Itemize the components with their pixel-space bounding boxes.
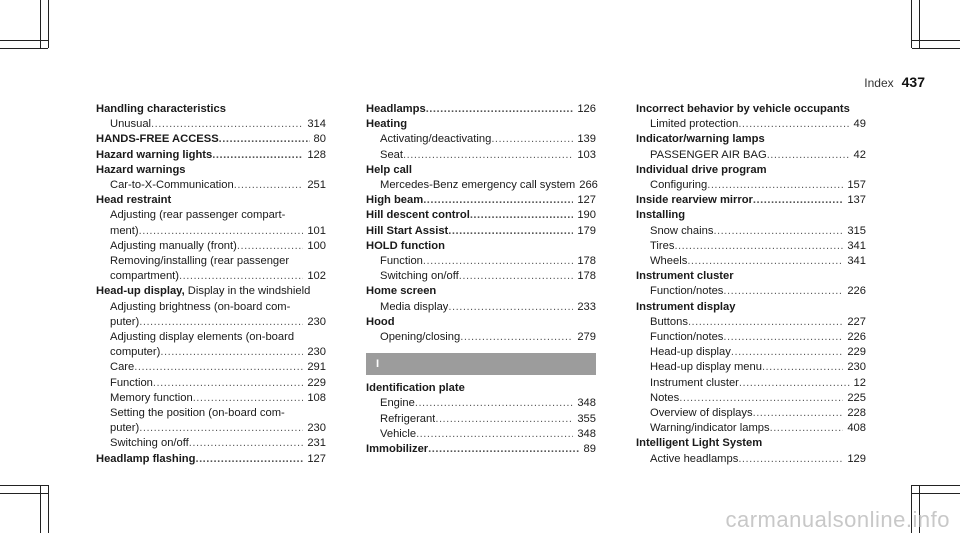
index-heading[interactable]	[636, 102, 866, 117]
leader-dots	[738, 452, 843, 467]
subentry-label: Configuring	[650, 179, 708, 192]
page-ref[interactable]: 229	[307, 376, 326, 389]
leader-dots	[139, 421, 303, 436]
page-ref[interactable]: 408	[847, 422, 866, 435]
crop-mark	[919, 0, 920, 48]
leader-dots	[139, 315, 303, 330]
subentry-label: Limited protection	[650, 118, 739, 131]
page-ref[interactable]: 126	[577, 103, 596, 115]
index-heading[interactable]	[366, 315, 596, 330]
subentry-label: Switching on/off	[110, 437, 189, 450]
page-ref[interactable]: 227	[847, 315, 866, 328]
page-ref[interactable]: 42	[853, 148, 866, 161]
index-subentry[interactable]	[96, 436, 326, 451]
index-subentry[interactable]	[636, 406, 866, 421]
page-ref[interactable]: 225	[847, 391, 866, 404]
index-subentry[interactable]	[96, 376, 326, 391]
page-ref[interactable]: 139	[577, 133, 596, 146]
index-heading[interactable]	[636, 208, 866, 223]
leader-dots	[423, 254, 573, 269]
subentry-label: Mercedes-Benz emergency call system	[380, 179, 576, 192]
leader-dots	[153, 376, 303, 391]
subentry-label: Care	[110, 361, 135, 374]
index-subentry[interactable]	[636, 148, 866, 163]
page-ref[interactable]: 178	[577, 255, 596, 268]
page-ref[interactable]: 233	[577, 300, 596, 313]
index-heading[interactable]	[636, 132, 866, 147]
leader-dots	[179, 269, 303, 284]
index-subentry[interactable]	[636, 421, 866, 436]
page-number: 437	[901, 74, 925, 90]
leader-dots	[237, 239, 303, 254]
subentry-label: compartment)	[110, 270, 180, 283]
page-ref[interactable]: 228	[847, 407, 866, 420]
page-ref[interactable]: 230	[847, 361, 866, 374]
subentry-label: Overview of displays	[650, 407, 753, 420]
heading-label: Indicator/warning lamps	[636, 133, 765, 146]
subentry-line: Removing/installing (rear passenger	[110, 255, 290, 268]
index-subentry[interactable]	[636, 178, 866, 193]
index-heading[interactable]	[366, 381, 596, 396]
index-subentry[interactable]	[366, 396, 596, 411]
index-subentry[interactable]	[636, 360, 866, 375]
page-ref[interactable]: 315	[847, 224, 866, 237]
index-heading[interactable]	[366, 442, 596, 457]
page-ref[interactable]: 178	[577, 270, 596, 283]
index-subentry[interactable]	[96, 391, 326, 406]
heading-label: Help call	[366, 163, 413, 176]
index-heading[interactable]	[96, 102, 326, 117]
subentry-label: Adjusting manually (front)	[110, 239, 237, 252]
heading-label: Instrument cluster	[636, 270, 734, 283]
heading-label: Installing	[636, 209, 686, 222]
index-subentry[interactable]	[636, 345, 866, 360]
index-heading[interactable]	[96, 193, 326, 208]
index-subentry[interactable]	[636, 117, 866, 132]
index-subentry[interactable]	[96, 315, 326, 330]
subentry-label: Notes	[650, 391, 680, 404]
heading-label: Individual drive program	[636, 163, 767, 176]
leader-dots	[189, 436, 304, 451]
page-ref[interactable]: 127	[577, 194, 596, 207]
index-subentry[interactable]	[96, 178, 326, 193]
subentry-label: Head-up display	[650, 346, 731, 359]
leader-dots	[134, 360, 303, 375]
subentry-label: Vehicle	[380, 427, 417, 440]
crop-mark	[48, 0, 49, 48]
heading-label: Incorrect behavior by vehicle occupants	[636, 103, 850, 115]
leader-dots	[723, 330, 843, 345]
index-heading[interactable]	[636, 163, 866, 178]
leader-dots	[753, 193, 843, 208]
page-ref[interactable]: 89	[583, 443, 596, 456]
subentry-label: Buttons	[650, 315, 688, 328]
subentry-label: puter)	[110, 422, 140, 435]
leader-dots	[679, 391, 843, 406]
leader-dots	[160, 345, 303, 360]
subentry-label: Function	[110, 376, 153, 389]
leader-dots	[193, 391, 304, 406]
subentry-label: ment)	[110, 224, 139, 237]
page-ref[interactable]: 127	[307, 452, 326, 465]
crop-mark	[0, 493, 48, 494]
subentry-label: Tires	[650, 239, 675, 252]
page-ref[interactable]: 129	[847, 452, 866, 465]
leader-dots	[195, 452, 303, 467]
page-ref[interactable]: 12	[853, 376, 866, 389]
subentry-label: Opening/closing	[380, 331, 461, 344]
index-subentry[interactable]	[636, 315, 866, 330]
leader-dots	[139, 224, 304, 239]
index-heading[interactable]	[366, 163, 596, 178]
index-heading[interactable]	[366, 239, 596, 254]
leader-dots	[428, 442, 579, 457]
subentry-label: Head-up display menu	[650, 361, 762, 374]
index-column-3	[636, 102, 866, 467]
leader-dots	[770, 421, 844, 436]
leader-dots	[435, 412, 573, 427]
index-heading[interactable]	[366, 102, 596, 117]
subentry-label: Active headlamps	[650, 452, 739, 465]
index-subentry[interactable]	[366, 300, 596, 315]
leader-dots	[459, 269, 574, 284]
heading-label: HANDS-FREE ACCESS	[96, 133, 219, 146]
page-ref[interactable]: 229	[847, 346, 866, 359]
leader-dots	[448, 300, 573, 315]
leader-dots	[688, 315, 843, 330]
index-subentry[interactable]	[636, 452, 866, 467]
index-subentry[interactable]	[366, 132, 596, 147]
page-ref[interactable]: 190	[577, 209, 596, 222]
subentry-label: Memory function	[110, 391, 193, 404]
page-ref[interactable]: 341	[847, 255, 866, 268]
heading-label: Hill descent control	[366, 209, 470, 222]
heading-label: Handling characteristics	[96, 103, 226, 115]
index-heading[interactable]	[366, 117, 596, 132]
page-ref[interactable]: 100	[307, 239, 326, 252]
heading-label: Instrument display	[636, 300, 736, 313]
heading-note: Display in the windshield	[184, 285, 311, 298]
index-subentry[interactable]	[366, 148, 596, 163]
leader-dots	[731, 345, 843, 360]
page-ref[interactable]: 49	[853, 118, 866, 131]
index-heading[interactable]	[96, 163, 326, 178]
leader-dots	[674, 239, 843, 254]
leader-dots	[403, 148, 573, 163]
leader-dots	[753, 406, 844, 421]
index-heading[interactable]	[366, 208, 596, 223]
page-ref[interactable]: 128	[307, 148, 326, 161]
index-subentry[interactable]	[366, 330, 596, 345]
page-ref[interactable]: 103	[577, 148, 596, 161]
leader-dots	[723, 284, 843, 299]
heading-label: High beam	[366, 194, 424, 207]
section-letter: I	[366, 353, 596, 375]
page-ref[interactable]: 230	[307, 346, 326, 359]
index-subentry[interactable]	[96, 345, 326, 360]
leader-dots	[460, 330, 573, 345]
leader-dots	[491, 132, 573, 147]
heading-label: Headlamp flashing	[96, 452, 196, 465]
index-column-1	[96, 102, 326, 467]
subentry-label: Function/notes	[650, 331, 724, 344]
subentry-label: Refrigerant	[380, 412, 436, 425]
leader-dots	[151, 117, 303, 132]
page-ref[interactable]: 291	[307, 361, 326, 374]
leader-dots	[767, 148, 850, 163]
heading-label: Head-up display,	[96, 285, 185, 298]
index-column-2	[366, 102, 596, 457]
crop-mark	[40, 0, 41, 48]
index-subentry[interactable]	[636, 254, 866, 269]
subentry-label: Snow chains	[650, 224, 714, 237]
leader-dots	[416, 427, 573, 442]
page-ref[interactable]: 231	[307, 437, 326, 450]
heading-label: Hood	[366, 315, 395, 328]
subentry-label: puter)	[110, 315, 140, 328]
index-heading[interactable]	[96, 284, 326, 299]
index-subentry[interactable]	[96, 239, 326, 254]
crop-mark	[912, 48, 960, 49]
page-ref[interactable]: 80	[313, 133, 326, 146]
page-ref[interactable]: 226	[847, 285, 866, 298]
page-ref[interactable]: 230	[307, 315, 326, 328]
subentry-label: Seat	[380, 148, 404, 161]
subentry-label: Warning/indicator lamps	[650, 422, 770, 435]
crop-mark	[0, 48, 48, 49]
leader-dots	[470, 208, 574, 223]
page-ref[interactable]: 341	[847, 239, 866, 252]
subentry-label: Instrument cluster	[650, 376, 739, 389]
index-heading[interactable]	[636, 193, 866, 208]
leader-dots	[212, 148, 303, 163]
heading-label: Inside rearview mirror	[636, 194, 753, 207]
subentry-label: Media display	[380, 300, 449, 313]
leader-dots	[219, 132, 310, 147]
subentry-label: Wheels	[650, 255, 688, 268]
section-title: Index	[864, 76, 894, 90]
index-subentry[interactable]	[96, 117, 326, 132]
heading-label: Head restraint	[96, 194, 172, 207]
subentry-label: Activating/deactivating	[380, 133, 492, 146]
page-ref[interactable]: 251	[307, 179, 326, 192]
index-subentry[interactable]	[96, 224, 326, 239]
page-ref[interactable]: 266	[579, 179, 598, 192]
index-subentry[interactable]	[96, 421, 326, 436]
index-subentry[interactable]	[636, 284, 866, 299]
index-heading[interactable]	[366, 193, 596, 208]
leader-dots	[713, 224, 843, 239]
leader-dots	[426, 102, 574, 117]
index-subentry[interactable]	[366, 269, 596, 284]
heading-label: Hazard warning lights	[96, 148, 213, 161]
page-ref[interactable]: 137	[847, 194, 866, 207]
subentry-label: Engine	[380, 397, 415, 410]
index-heading[interactable]	[636, 269, 866, 284]
index-subentry[interactable]	[636, 239, 866, 254]
crop-mark	[911, 0, 912, 48]
leader-dots	[234, 178, 304, 193]
heading-label: Hazard warnings	[96, 163, 186, 176]
subentry-label: Switching on/off	[380, 270, 459, 283]
index-subentry[interactable]	[96, 269, 326, 284]
leader-dots	[739, 376, 850, 391]
page-ref[interactable]: 230	[307, 422, 326, 435]
page-ref[interactable]: 279	[577, 331, 596, 344]
leader-dots	[707, 178, 843, 193]
index-subentry[interactable]	[366, 254, 596, 269]
heading-label: Identification plate	[366, 382, 465, 395]
index-subentry[interactable]	[96, 360, 326, 375]
subentry-line: Adjusting brightness (on-board com-	[110, 300, 291, 313]
index-subentry[interactable]	[636, 391, 866, 406]
page-ref[interactable]: 102	[307, 270, 326, 283]
subentry-line: Adjusting display elements (on-board	[110, 331, 295, 344]
heading-label: Immobilizer	[366, 443, 429, 456]
leader-dots	[687, 254, 843, 269]
index-subentry[interactable]	[366, 427, 596, 442]
index-heading[interactable]	[96, 452, 326, 467]
index-heading[interactable]	[636, 436, 866, 451]
page-ref[interactable]: 348	[577, 427, 596, 440]
index-heading[interactable]	[366, 224, 596, 239]
subentry-label: Car-to-X-Communication	[110, 179, 234, 192]
heading-label: Intelligent Light System	[636, 437, 763, 450]
index-subentry[interactable]	[366, 412, 596, 427]
heading-label: Home screen	[366, 285, 437, 298]
leader-dots	[415, 396, 573, 411]
heading-label: HOLD function	[366, 239, 445, 252]
subentry-label: Function	[380, 255, 423, 268]
subentry-line: Adjusting (rear passenger compart-	[110, 209, 286, 222]
page-ref[interactable]: 314	[307, 118, 326, 131]
subentry-label: PASSENGER AIR BAG	[650, 148, 767, 161]
subentry-label: Function/notes	[650, 285, 724, 298]
leader-dots	[448, 224, 573, 239]
index-heading[interactable]	[96, 132, 326, 147]
page-ref[interactable]: 348	[577, 397, 596, 410]
page-ref[interactable]: 108	[307, 391, 326, 404]
page-header	[864, 74, 925, 90]
heading-label: Hill Start Assist	[366, 224, 449, 237]
index-heading[interactable]	[366, 284, 596, 299]
index-subentry[interactable]	[636, 330, 866, 345]
index-subentry[interactable]	[366, 178, 596, 193]
crop-mark	[912, 493, 960, 494]
index-subentry[interactable]	[636, 224, 866, 239]
heading-label: Heating	[366, 118, 408, 131]
index-heading[interactable]	[636, 300, 866, 315]
page-ref[interactable]: 157	[847, 179, 866, 192]
subentry-label: computer)	[110, 346, 161, 359]
leader-dots	[738, 117, 849, 132]
page-ref[interactable]: 179	[577, 224, 596, 237]
page-ref[interactable]: 355	[577, 412, 596, 425]
watermark: carmanualsonline.info	[725, 507, 950, 532]
page-ref[interactable]: 226	[847, 331, 866, 344]
crop-mark	[48, 485, 49, 533]
index-heading[interactable]	[96, 148, 326, 163]
subentry-line: Setting the position (on-board com-	[110, 407, 285, 420]
page-ref[interactable]: 101	[307, 224, 326, 237]
heading-label: Headlamps	[366, 103, 426, 115]
leader-dots	[423, 193, 573, 208]
leader-dots	[762, 360, 843, 375]
subentry-label: Unusual	[110, 118, 152, 131]
index-subentry[interactable]	[636, 376, 866, 391]
